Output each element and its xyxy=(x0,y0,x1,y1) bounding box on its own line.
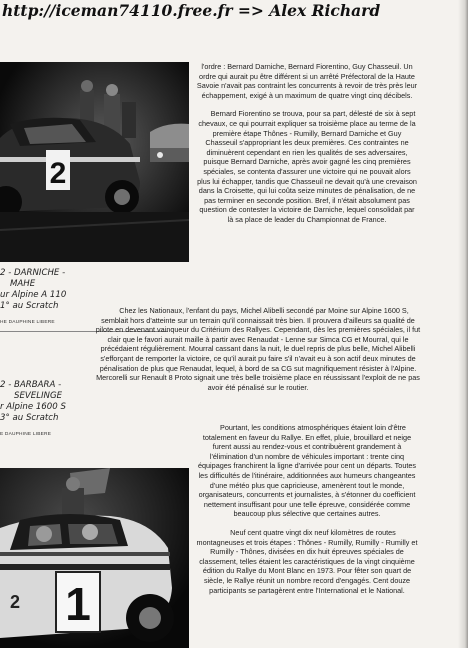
caption-line: 2 - BARBARA - xyxy=(0,380,62,390)
article-paragraph: Pourtant, les conditions atmosphériques étaient loin d'être totalement en faveur du Rallye. En effet, pluie, brouillard et neige furent aussi au rendez-vous et contribuèrent grandement à l'élimination d'un nombre de véhicules important : trente cinq équipages franchirent la ligne d'arrivée pour cent un départs. Toutes les difficultés de l'itinéraire, additionnées aux humeurs changeantes d'une météo plus que capricieuse, amenèrent tout le monde, organisateurs, concurrents et journalistes, à s'étonner du coefficient nettement insuffisant pour une telle épreuve, considérée comme beaucoup plus sélective que certaines autres. xyxy=(197,423,417,519)
caption-darniche xyxy=(0,268,66,312)
caption-line: r Alpine 1600 S xyxy=(0,402,66,412)
caption-line: 1° au Scratch xyxy=(0,301,59,311)
caption-line: ur Alpine A 110 xyxy=(0,290,67,300)
rally-photo-bottom xyxy=(0,468,189,648)
caption-line: MAHE xyxy=(10,279,36,289)
article-paragraph: Bernard Fiorentino se trouva, pour sa part, délesté de six à sept chevaux, ce qui pourrait expliquer sa troisième place au terme de la première étape Thônes - Rumilly, Bernard Darniche et Guy Chasseuil s'appropriant les deux premières. Ces contraintes ne diminuèrent cependant en rien les qualités de ses adversaires, puisque Bernard Darniche, après avoir gagné les cinq premières spéciales, se contenta d'assurer une victoire qui ne pouvait alors plus lui échapper, tandis que Chasseuil ne devait qu'à une crevaison dans la Croisette, qui lui coûta seize minutes de pénalisation, de ne pas terminer en seconde position. Bref, il n'était absolument pas question de contester la victoire de Darniche, lequel consolidait par là sa place de leader du Championnat de France. xyxy=(197,109,417,224)
rally-photo-top xyxy=(0,62,189,262)
page-edge xyxy=(458,0,468,648)
caption-line: 3° au Scratch xyxy=(0,413,59,423)
alpine-night-photo xyxy=(0,62,189,262)
article-text xyxy=(196,62,418,234)
caption-line: 2 - DARNICHE - xyxy=(0,268,66,278)
article-paragraph: Neuf cent quatre vingt dix neuf kilomètres de routes montagneuses et trois étapes : Thônes - Rumilly, Rumilly - Rumilly et Rumilly - Thônes, divisées en dix huit épreuves spéciales de classement, telles étaient les caractéristiques de la vingt cinquième édition du Rallye du Mont Blanc en 1973. Pour fêter son quart de siècle, le Rallye réunit un nombre record d'engagés. Cent douze participants se partagèrent entre l'International et le National. xyxy=(196,527,418,595)
caption-barbara xyxy=(0,380,66,424)
door-number-2: 2 xyxy=(49,157,67,190)
article-text-lower xyxy=(196,423,418,604)
article-paragraph: l'ordre : Bernard Darniche, Bernard Fiorentino, Guy Chasseuil. Un ordre qui aurait pu être différent si un arrêté Préfectoral de la Haute Savoie n'avait pas contraint les concurrents à revoir de très près leur échappement, exigé à un maximum de quatre vingt cinq décibels. xyxy=(196,62,418,100)
photo-credit: E DAUPHINE LIBERE xyxy=(0,432,52,437)
plate-number: 2 xyxy=(10,592,21,612)
door-number-1: 1 xyxy=(65,578,91,630)
caption-line: SEVELINGE xyxy=(14,391,63,401)
alpine-1600s-photo xyxy=(0,468,189,648)
photo-credit: HE DAUPHINE LIBERE xyxy=(0,320,55,325)
site-watermark: http://iceman74110.free.fr => Alex Richard xyxy=(2,1,381,20)
article-paragraph: Chez les Nationaux, l'enfant du pays, Michel Alibelli secondé par Moine sur Alpine 1600 S, semblait hors d'atteinte sur un terrain qu'il connaissait très bien. Il prouvera d'ailleurs sa qualité de pilote en devenant vainqueur du Critérium des Rallyes. Cependant, dès les premières spéciales, il fut clair que le favori aurait maille à partir avec Renaudat - Lenne sur Simca CG et Mourral, qui le précédaient régulièrement. Mourral cassant dans la nuit, le duel repris de plus belle, Michel Alibelli s'efforçant de remporter la victoire, ce qu'il aurait pu faire s'il n'avait eu à son actif deux minutes de pénalisation de plus que Renaudat, lequel, à bord de sa CG sut magnifiquement résister à l'Alpine. Mercorelli sur Renault 8 Proto signait une très belle troisième place en réussissant l'exploit de ne pas avoir été pénalisé sur le routier. xyxy=(95,306,421,392)
article-text-wide xyxy=(95,306,421,401)
